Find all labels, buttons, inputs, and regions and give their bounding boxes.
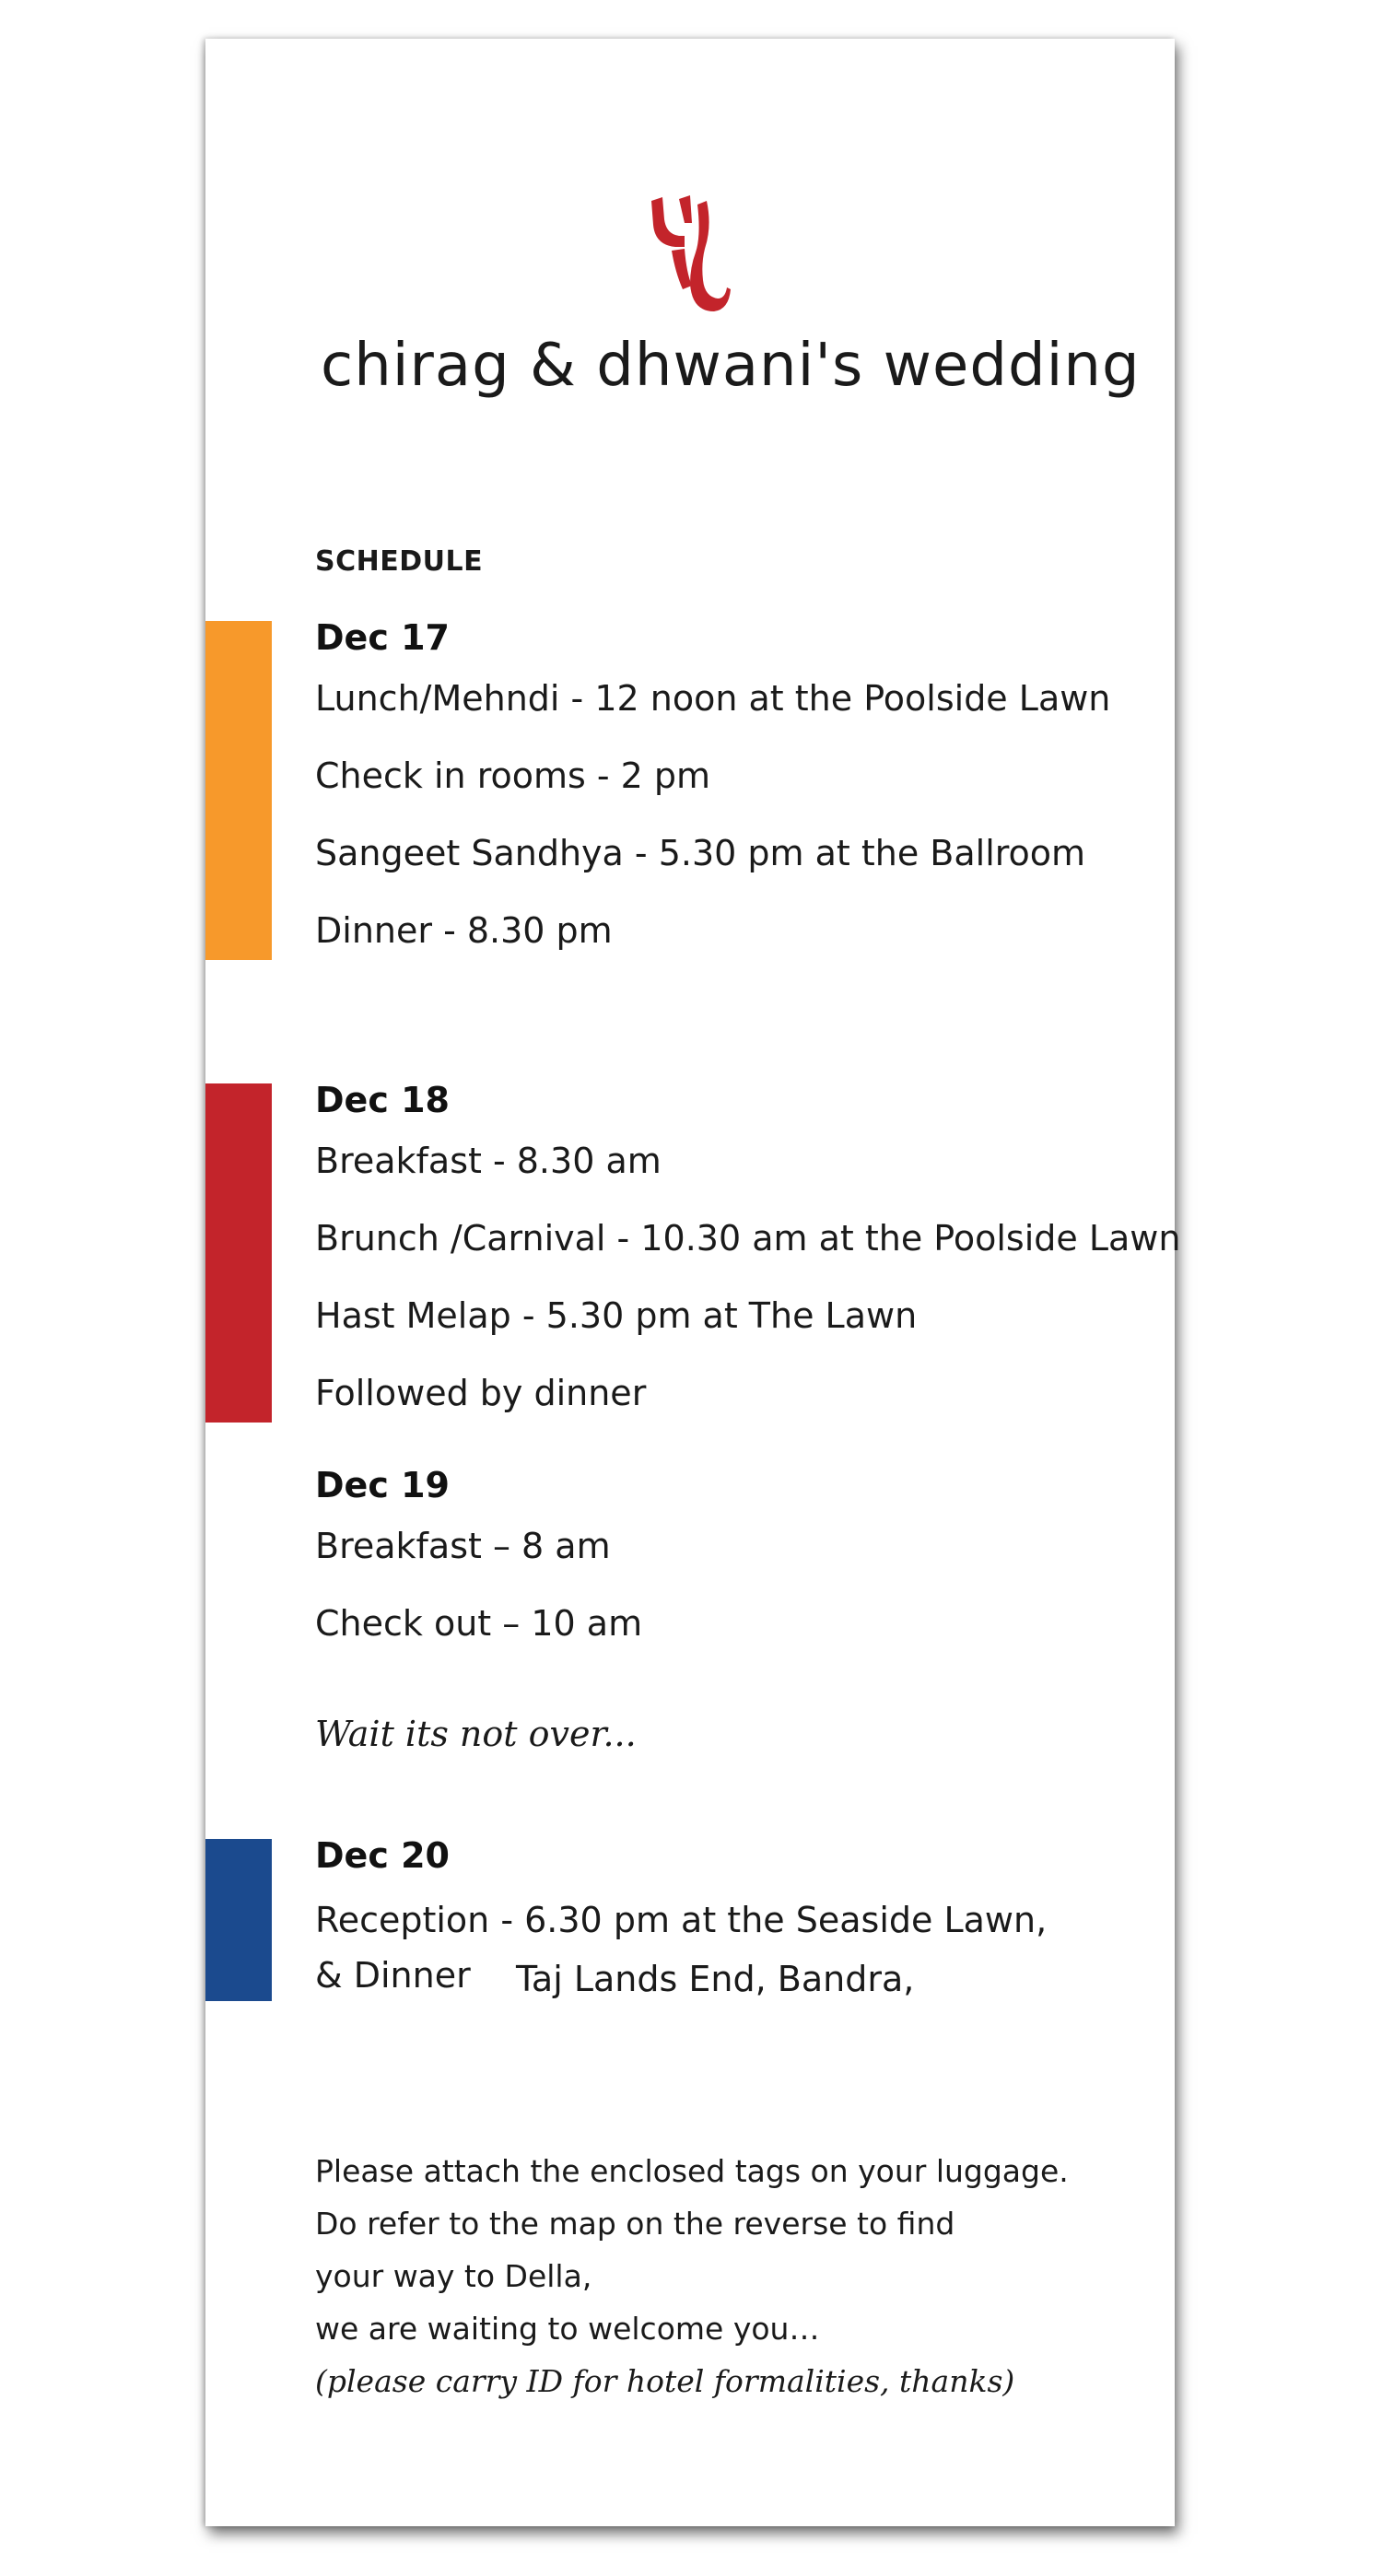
- reception-line-1: Reception - 6.30 pm at the Seaside Lawn,: [315, 1900, 1048, 1940]
- blue-band: [205, 1839, 272, 2001]
- list-item: Hast Melap - 5.30 pm at The Lawn: [315, 1295, 918, 1336]
- list-item: Lunch/Mehndi - 12 noon at the Poolside Lawn: [315, 678, 1111, 719]
- closing-line: Do refer to the map on the reverse to find: [315, 2206, 955, 2242]
- event-list: [315, 660, 1172, 969]
- closing-id-reminder: (please carry ID for hotel formalities, thanks): [315, 2363, 1015, 2399]
- day-dec-18: [315, 1078, 1181, 1432]
- teaser-note: Wait its not over...: [315, 1714, 637, 1754]
- day-date: Dec 18: [315, 1080, 450, 1120]
- day-date: Dec 17: [315, 617, 450, 658]
- list-item: Dinner - 8.30 pm: [315, 910, 613, 951]
- event-list: [315, 1507, 1172, 1662]
- day-date: Dec 20: [315, 1835, 450, 1876]
- list-item: Breakfast – 8 am: [315, 1526, 611, 1566]
- list-item: Sangeet Sandhya - 5.30 pm at the Ballroom: [315, 833, 1086, 873]
- list-item: Followed by dinner: [315, 1373, 647, 1413]
- closing-line: your way to Della,: [315, 2258, 592, 2294]
- list-item: Check in rooms - 2 pm: [315, 755, 711, 796]
- list-item: Breakfast - 8.30 am: [315, 1141, 662, 1181]
- day-dec-20: [315, 1833, 1172, 1878]
- ganesha-symbol-icon: [648, 195, 731, 315]
- red-band: [205, 1083, 272, 1423]
- reception-venue-2: Taj Lands End, Bandra,: [516, 1959, 915, 1999]
- day-date: Dec 19: [315, 1465, 450, 1505]
- orange-band: [205, 621, 272, 960]
- event-list: [315, 1122, 1181, 1432]
- closing-line: Please attach the enclosed tags on your luggage.: [315, 2153, 1069, 2189]
- closing-line: we are waiting to welcome you…: [315, 2311, 820, 2347]
- closing-note: [315, 2145, 1069, 2407]
- schedule-heading: SCHEDULE: [315, 545, 484, 578]
- list-item: Brunch /Carnival - 10.30 am at the Poolside Lawn: [315, 1218, 1181, 1259]
- day-dec-17: [315, 615, 1172, 969]
- day-dec-19: [315, 1463, 1172, 1662]
- list-item: Check out – 10 am: [315, 1603, 643, 1644]
- reception-label-2: & Dinner: [315, 1955, 471, 1996]
- wedding-title: chirag & dhwani's wedding: [321, 332, 1141, 400]
- reception-entry: [315, 1900, 1172, 2020]
